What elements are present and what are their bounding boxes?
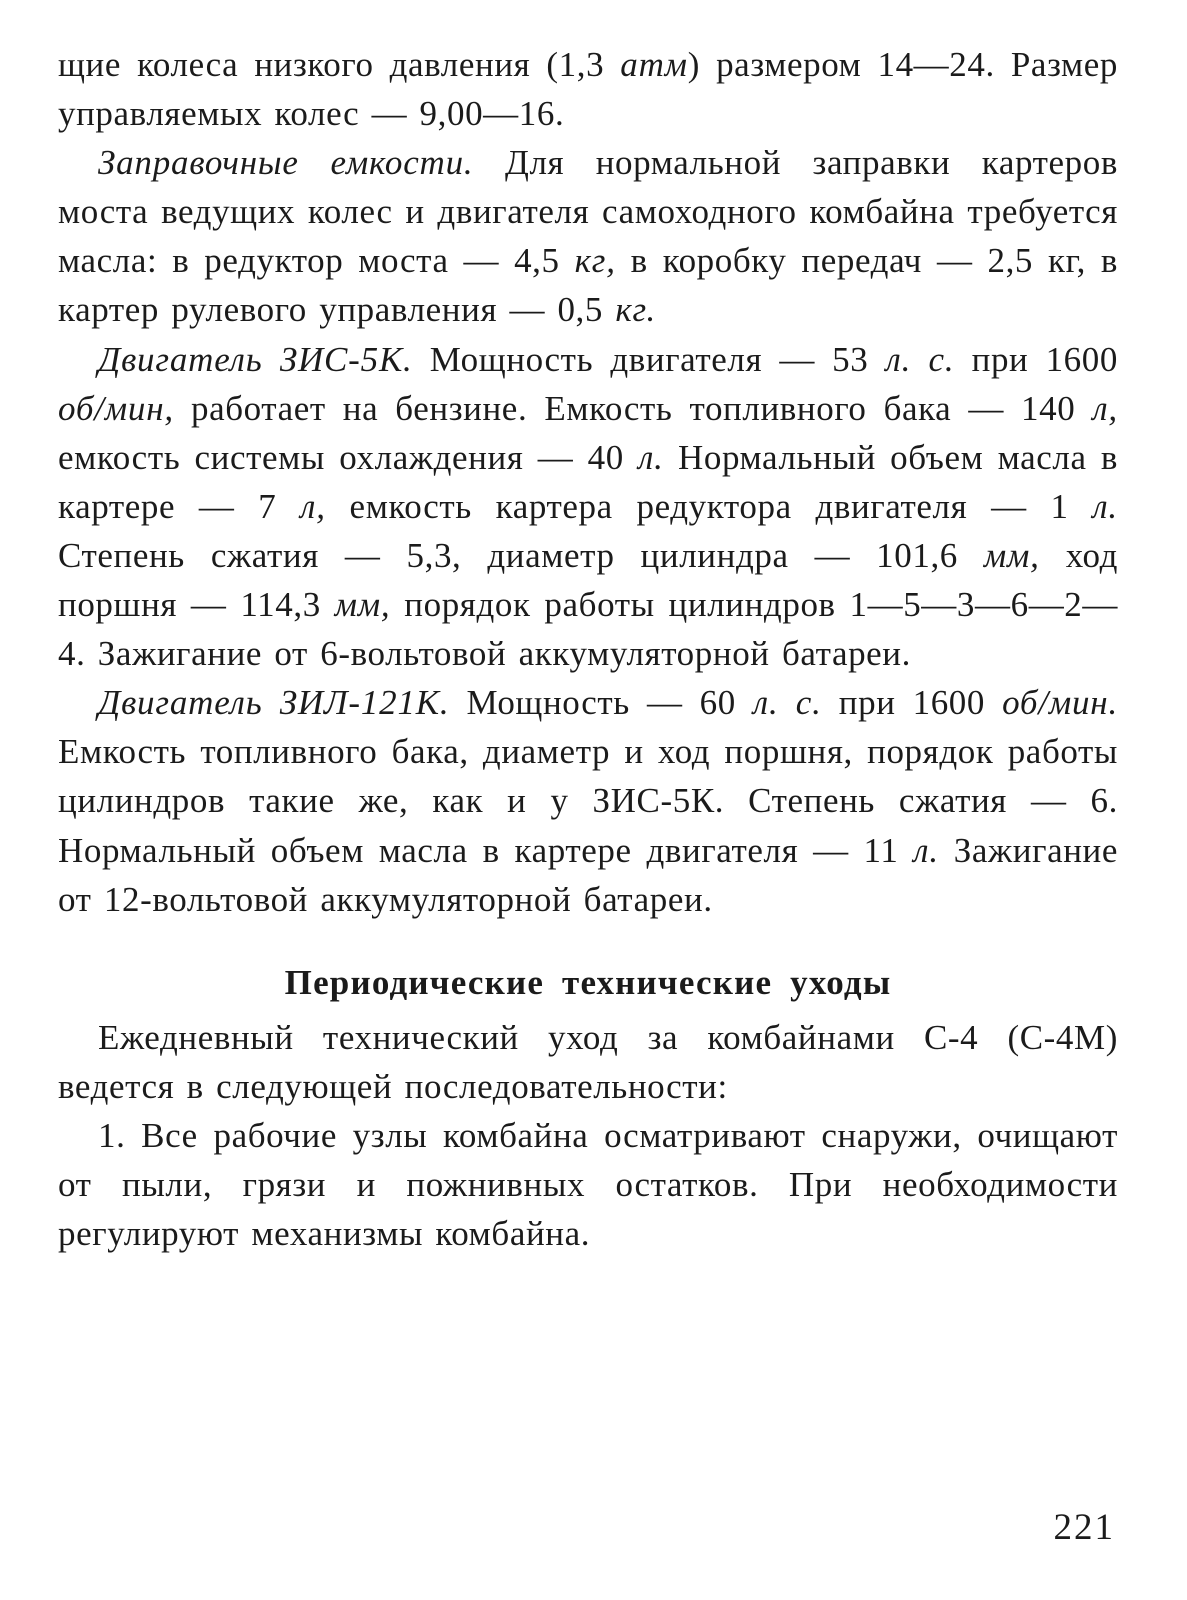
italic-text-run: л. [1092, 486, 1118, 526]
italic-text-run: кг. [615, 290, 657, 330]
page-body [58, 40, 1118, 1258]
text-run: Емкость топливного бака, диаметр и ход поршня, порядок работы цилиндров такие же, как и у ЗИС-5К. Степень сжатия — 6. Нормальный объем масла в картере двигателя — 11 [58, 732, 1118, 870]
text-run: работает на бензине. Емкость топливного бака — 140 [173, 388, 1093, 428]
text-run: Мощность двигателя — 53 [412, 339, 886, 379]
text-run: порядок работы цилиндров 1—5—3—6—2—4. Зажигание от 6-вольтовой аккумуляторной батареи. [58, 585, 1118, 674]
italic-text-run: кг, [574, 241, 616, 281]
text-run: в коробку передач — 2,5 кг, в картер рулевого управления — 0,5 [58, 241, 1118, 330]
text-run: Для нормальной заправки картеров моста ведущих колес и двигателя самоходного комбайна требуется масла: в редуктор моста — 4,5 [58, 143, 1118, 281]
italic-text-run: л. с. [885, 339, 955, 379]
paragraph-engine-zis-5k [58, 335, 1118, 679]
paragraph-daily-maintenance: Ежедневный технический уход за комбайнами С-4 (С-4М) ведется в следующей последовательности: [58, 1017, 1118, 1106]
text-run: Нормальный объем масла в картере — 7 [58, 437, 1119, 526]
italic-text-run: атм [620, 45, 688, 84]
italic-text-run: л. [913, 830, 939, 870]
text-run: ход поршня — 114,3 [58, 535, 1118, 625]
italic-text-run: л. [638, 437, 664, 477]
text-run: емкость картера редуктора двигателя — 1 [325, 486, 1093, 526]
paragraph-step-1: 1. Все рабочие узлы комбайна осматривают снаружи, очищают от пыли, грязи и пожнивных остатков. При необходимости регулируют механизмы комбайна. [58, 1115, 1118, 1254]
text-run: Степень сжатия — 5,3, диаметр цилиндра — 101,6 [58, 535, 984, 575]
text-run: ) размером 14—24. Размер управляемых колес — 9,00—16. [58, 45, 1118, 134]
italic-text-run: л, [1092, 388, 1118, 428]
italic-text-run: л, [300, 486, 326, 526]
italic-text-run: об/мин. [1002, 683, 1119, 723]
section-heading: Периодические технические уходы [284, 962, 892, 1002]
text-run: при 1600 [954, 339, 1118, 379]
italic-text-run: мм, [983, 535, 1040, 575]
text-run: щие колеса низкого давления (1,3 [58, 45, 621, 84]
italic-text-run: Двигатель ЗИЛ-121К. [98, 683, 450, 723]
text-run: при 1600 [821, 683, 1003, 723]
italic-text-run: об/мин, [58, 388, 174, 428]
italic-text-run: Заправочные емкости. [98, 143, 474, 183]
paragraph-fuel-capacities [58, 138, 1118, 334]
italic-text-run: Двигатель ЗИС-5К. [98, 339, 413, 379]
paragraph-engine-zil-121k [58, 678, 1118, 923]
page-number: 221 [1053, 1507, 1115, 1548]
paragraph-wheels [58, 40, 1118, 138]
text-run: емкость системы охлаждения — 40 [58, 437, 639, 477]
text-run: Мощность — 60 [449, 683, 753, 723]
text-run: Зажигание от 12-вольтовой аккумуляторной батареи. [58, 830, 1118, 919]
italic-text-run: л. с. [752, 683, 822, 723]
italic-text-run: мм, [334, 585, 391, 625]
